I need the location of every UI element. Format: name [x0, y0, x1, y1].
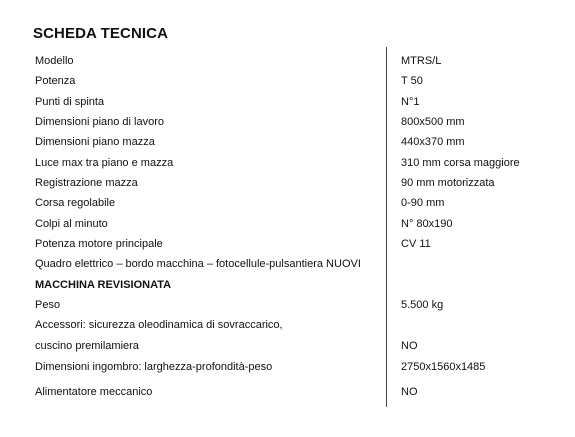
spec-value: 2750x1560x1485	[401, 361, 486, 373]
spec-label: Registrazione mazza	[35, 177, 138, 189]
spec-value: N°1	[401, 96, 420, 108]
spec-row	[0, 196, 575, 216]
spec-label: Corsa regolabile	[35, 197, 116, 209]
spec-value: N° 80x190	[401, 218, 453, 230]
spec-row	[0, 135, 575, 155]
spec-label: Modello	[35, 55, 74, 67]
spec-row	[0, 176, 575, 196]
spec-row	[0, 339, 575, 359]
spec-row	[0, 298, 575, 318]
spec-row	[0, 217, 575, 237]
spec-value: MTRS/L	[401, 55, 442, 67]
spec-value: 5.500 kg	[401, 299, 444, 311]
spec-row	[0, 115, 575, 135]
spec-label: Quadro elettrico – bordo macchina – fotocellule-pulsantiera NUOVI	[35, 258, 361, 270]
spec-row	[0, 237, 575, 257]
spec-row	[0, 318, 575, 338]
spec-section-heading	[0, 278, 575, 298]
spec-label: Alimentatore meccanico	[35, 386, 153, 398]
spec-row	[0, 156, 575, 176]
spec-row	[0, 54, 575, 74]
spec-value: CV 11	[401, 238, 431, 250]
spec-value: 310 mm corsa maggiore	[401, 157, 520, 169]
spec-label: Dimensioni piano mazza	[35, 136, 155, 148]
spec-label: Punti di spinta	[35, 96, 105, 108]
spec-row	[0, 360, 575, 380]
spec-label: Dimensioni piano di lavoro	[35, 116, 165, 128]
spec-label: Potenza	[35, 75, 76, 87]
section-heading-label: MACCHINA REVISIONATA	[35, 279, 172, 291]
spec-value: 800x500 mm	[401, 116, 465, 128]
spec-label: Peso	[35, 299, 61, 311]
spec-label: cuscino premilamiera	[35, 340, 139, 352]
spec-value: 0-90 mm	[401, 197, 445, 209]
spec-label: Accessori: sicurezza oleodinamica di sovraccarico,	[35, 319, 283, 331]
spec-value: NO	[401, 386, 418, 398]
spec-value: NO	[401, 340, 418, 352]
spec-row	[0, 74, 575, 94]
spec-label: Luce max tra piano e mazza	[35, 157, 174, 169]
spec-row	[0, 257, 575, 277]
spec-value: T 50	[401, 75, 423, 87]
spec-row	[0, 95, 575, 115]
spec-value: 440x370 mm	[401, 136, 465, 148]
spec-label: Dimensioni ingombro: larghezza-profondità-peso	[35, 361, 273, 373]
spec-label: Potenza motore principale	[35, 238, 163, 250]
spec-value: 90 mm motorizzata	[401, 177, 495, 189]
page-title: SCHEDA TECNICA	[33, 25, 169, 42]
spec-label: Colpi al minuto	[35, 218, 108, 230]
spec-row	[0, 385, 575, 405]
